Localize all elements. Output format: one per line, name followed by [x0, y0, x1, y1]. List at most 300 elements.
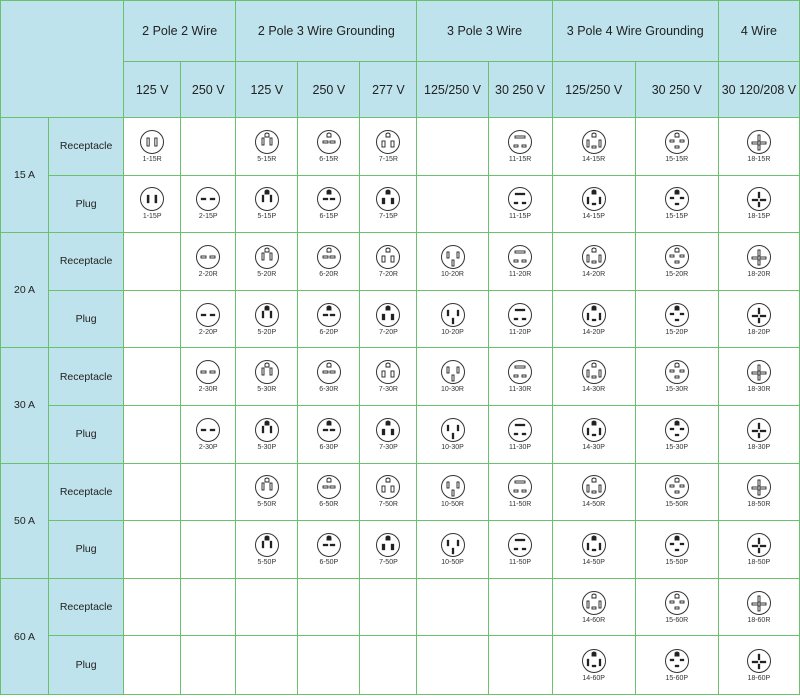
nema-connector-face-icon: [746, 532, 772, 558]
nema-connector-face-icon: [316, 244, 342, 270]
connector-code: 18-60R: [747, 616, 771, 624]
connector-code: 14-20R: [582, 270, 606, 278]
group-header-3p3w: 3 Pole 3 Wire: [417, 1, 552, 62]
connector: [489, 417, 552, 452]
nema-connector-face-icon: [746, 129, 772, 155]
voltage-header: 125/250 V: [417, 62, 488, 118]
connector: [719, 302, 799, 337]
nema-connector-face-icon: [507, 186, 533, 212]
connector-cell: [360, 233, 417, 291]
connector: [236, 532, 297, 567]
connector-cell: [360, 118, 417, 176]
receptacle-label-cell: Receptacle: [49, 578, 124, 636]
connector-code: 6-20P: [319, 328, 339, 336]
connector-code: 5-50R: [257, 501, 277, 509]
nema-connector-face-icon: [195, 417, 221, 443]
plug-row: [1, 521, 800, 579]
connector-cell: [124, 290, 181, 348]
connector: [636, 186, 718, 221]
connector-cell: [488, 118, 552, 176]
amp-rating-cell: 30 A: [1, 348, 49, 463]
connector-cell: [124, 233, 181, 291]
connector: [489, 359, 552, 394]
connector-code: 11-50R: [508, 501, 532, 509]
nema-connector-face-icon: [375, 474, 401, 500]
connector-cell: [124, 175, 181, 233]
connector: [719, 474, 799, 509]
connector-code: 11-20R: [508, 270, 532, 278]
connector: [553, 186, 635, 221]
connector: [298, 129, 359, 164]
nema-connector-face-icon: [195, 186, 221, 212]
nema-connector-face-icon: [581, 417, 607, 443]
connector: [636, 590, 718, 625]
connector: [181, 417, 235, 452]
connector: [636, 244, 718, 279]
connector-code: 2-30P: [198, 443, 218, 451]
nema-connector-face-icon: [664, 359, 690, 385]
nema-connector-face-icon: [375, 129, 401, 155]
connector-cell: [360, 521, 417, 579]
connector-cell: [181, 290, 236, 348]
connector-cell: [124, 636, 181, 695]
connector: [417, 244, 487, 279]
connector-code: 5-20R: [257, 270, 277, 278]
connector-cell: [718, 578, 799, 636]
plug-label-cell: Plug: [49, 521, 124, 579]
receptacle-row: [1, 118, 800, 176]
nema-connector-face-icon: [664, 417, 690, 443]
connector-cell: [635, 405, 718, 463]
group-header-2p3wg: 2 Pole 3 Wire Grounding: [236, 1, 417, 62]
connector-code: 6-15R: [319, 155, 339, 163]
connector-cell: [552, 405, 635, 463]
connector-code: 18-15R: [747, 155, 771, 163]
nema-connector-face-icon: [507, 359, 533, 385]
connector: [298, 417, 359, 452]
connector-cell: [417, 175, 488, 233]
receptacle-label-cell: Receptacle: [49, 348, 124, 406]
connector-cell: [298, 636, 360, 695]
connector-code: 7-30P: [379, 443, 398, 451]
connector: [236, 474, 297, 509]
connector: [636, 474, 718, 509]
connector-code: 15-60P: [665, 674, 689, 682]
connector-cell: [181, 233, 236, 291]
connector-cell: [236, 521, 298, 579]
connector: [124, 186, 180, 221]
connector-code: 10-20P: [441, 328, 464, 336]
connector-cell: [124, 118, 181, 176]
connector-cell: [635, 233, 718, 291]
connector-cell: [360, 636, 417, 695]
connector-cell: [635, 118, 718, 176]
connector-cell: [552, 348, 635, 406]
nema-connector-face-icon: [664, 129, 690, 155]
receptacle-label-cell: Receptacle: [49, 233, 124, 291]
connector-code: 11-30R: [508, 386, 532, 394]
connector-cell: [236, 175, 298, 233]
connector: [360, 302, 416, 337]
connector-cell: [488, 290, 552, 348]
connector-code: 2-20R: [198, 270, 218, 278]
connector-code: 18-30R: [747, 386, 771, 394]
connector-cell: [236, 463, 298, 521]
connector-code: 14-60R: [582, 616, 606, 624]
nema-connector-face-icon: [746, 186, 772, 212]
receptacle-row: [1, 233, 800, 291]
connector: [553, 648, 635, 683]
connector: [719, 532, 799, 567]
nema-connector-face-icon: [440, 417, 466, 443]
connector-code: 5-30P: [257, 443, 277, 451]
connector-code: 15-30P: [665, 443, 689, 451]
connector-cell: [181, 348, 236, 406]
connector: [719, 359, 799, 394]
connector-code: 6-15P: [319, 213, 339, 221]
connector: [360, 129, 416, 164]
connector-code: 11-20P: [509, 328, 532, 336]
connector: [553, 302, 635, 337]
group-header-4w: 4 Wire: [718, 1, 799, 62]
connector: [236, 302, 297, 337]
connector-cell: [718, 118, 799, 176]
connector: [417, 359, 487, 394]
connector: [553, 532, 635, 567]
connector-code: 11-15P: [509, 213, 532, 221]
connector-cell: [488, 521, 552, 579]
nema-connector-face-icon: [375, 359, 401, 385]
connector-cell: [360, 405, 417, 463]
connector: [236, 359, 297, 394]
connector-cell: [417, 233, 488, 291]
nema-connector-face-icon: [316, 186, 342, 212]
connector-cell: [298, 405, 360, 463]
nema-connector-face-icon: [746, 590, 772, 616]
connector-code: 14-50R: [582, 501, 606, 509]
connector: [236, 244, 297, 279]
connector-code: 18-20R: [747, 270, 771, 278]
nema-connector-face-icon: [254, 244, 280, 270]
nema-connector-face-icon: [507, 417, 533, 443]
connector-code: 15-20R: [665, 270, 689, 278]
nema-connector-face-icon: [195, 359, 221, 385]
nema-connector-face-icon: [254, 474, 280, 500]
connector: [719, 648, 799, 683]
connector-code: 2-30R: [198, 386, 218, 394]
plug-row: [1, 175, 800, 233]
voltage-header: 125 V: [124, 62, 181, 118]
connector-cell: [236, 636, 298, 695]
connector: [236, 186, 297, 221]
connector-cell: [417, 118, 488, 176]
connector-cell: [417, 521, 488, 579]
plug-label-cell: Plug: [49, 175, 124, 233]
connector: [360, 359, 416, 394]
nema-connector-face-icon: [664, 648, 690, 674]
connector-cell: [181, 578, 236, 636]
connector-cell: [417, 636, 488, 695]
connector: [298, 244, 359, 279]
connector-code: 18-50P: [747, 558, 771, 566]
nema-connector-face-icon: [746, 474, 772, 500]
connector: [298, 186, 359, 221]
nema-connector-face-icon: [746, 302, 772, 328]
connector-cell: [298, 290, 360, 348]
nema-connector-face-icon: [507, 474, 533, 500]
connector: [553, 244, 635, 279]
connector-code: 11-15R: [508, 155, 532, 163]
connector-cell: [360, 578, 417, 636]
connector-code: 18-60P: [747, 674, 771, 682]
connector: [719, 244, 799, 279]
connector-cell: [298, 348, 360, 406]
amp-rating-cell: 50 A: [1, 463, 49, 578]
plug-row: [1, 290, 800, 348]
connector-code: 7-30R: [378, 386, 398, 394]
nema-connector-face-icon: [581, 244, 607, 270]
connector-cell: [635, 348, 718, 406]
nema-connector-face-icon: [440, 302, 466, 328]
nema-connector-face-icon: [375, 417, 401, 443]
connector-code: 14-15P: [582, 213, 605, 221]
connector-code: 15-15R: [665, 155, 689, 163]
nema-connector-face-icon: [581, 186, 607, 212]
connector-cell: [298, 118, 360, 176]
connector-code: 6-50R: [319, 501, 339, 509]
group-header-3p4wg: 3 Pole 4 Wire Grounding: [552, 1, 718, 62]
connector: [298, 302, 359, 337]
connector: [636, 532, 718, 567]
connector: [636, 648, 718, 683]
connector-cell: [718, 233, 799, 291]
connector-code: 15-30R: [665, 386, 689, 394]
connector-cell: [718, 405, 799, 463]
connector-cell: [124, 405, 181, 463]
connector-code: 7-20P: [379, 328, 398, 336]
connector: [489, 532, 552, 567]
connector: [636, 417, 718, 452]
nema-connector-face-icon: [254, 417, 280, 443]
connector: [636, 129, 718, 164]
connector: [181, 359, 235, 394]
nema-connector-face-icon: [254, 302, 280, 328]
nema-connector-face-icon: [316, 417, 342, 443]
connector: [236, 129, 297, 164]
connector: [553, 129, 635, 164]
nema-connector-face-icon: [746, 244, 772, 270]
nema-connector-face-icon: [440, 244, 466, 270]
connector-cell: [718, 175, 799, 233]
plug-label-cell: Plug: [49, 290, 124, 348]
connector-cell: [552, 290, 635, 348]
nema-connector-face-icon: [581, 648, 607, 674]
connector-cell: [181, 521, 236, 579]
connector-code: 2-20P: [198, 328, 218, 336]
nema-connector-face-icon: [375, 532, 401, 558]
nema-connector-face-icon: [316, 129, 342, 155]
connector: [553, 590, 635, 625]
nema-connector-face-icon: [507, 129, 533, 155]
connector-cell: [488, 405, 552, 463]
voltage-header: 30 250 V: [488, 62, 552, 118]
connector: [489, 302, 552, 337]
nema-connector-face-icon: [254, 129, 280, 155]
receptacle-label-cell: Receptacle: [49, 118, 124, 176]
nema-connector-face-icon: [664, 302, 690, 328]
connector: [181, 244, 235, 279]
connector-code: 14-30P: [582, 443, 605, 451]
connector-code: 7-15R: [378, 155, 398, 163]
connector-cell: [635, 636, 718, 695]
connector: [489, 474, 552, 509]
voltage-header: 250 V: [181, 62, 236, 118]
connector-code: 7-50P: [379, 558, 398, 566]
connector-code: 10-20R: [441, 270, 464, 278]
connector: [417, 474, 487, 509]
connector-cell: [298, 578, 360, 636]
connector-code: 10-30R: [441, 386, 464, 394]
connector-cell: [552, 463, 635, 521]
chart-body: [1, 118, 800, 695]
connector-code: 18-20P: [747, 328, 771, 336]
connector: [360, 417, 416, 452]
connector-cell: [635, 463, 718, 521]
connector-cell: [635, 521, 718, 579]
connector-code: 14-50P: [582, 558, 605, 566]
connector-code: 5-50P: [257, 558, 277, 566]
connector: [636, 359, 718, 394]
connector: [298, 532, 359, 567]
connector-code: 10-30P: [441, 443, 464, 451]
connector-cell: [718, 463, 799, 521]
nema-connector-face-icon: [375, 244, 401, 270]
connector-code: 14-60P: [582, 674, 605, 682]
nema-connector-face-icon: [440, 359, 466, 385]
connector-cell: [552, 578, 635, 636]
connector: [553, 417, 635, 452]
plug-label-cell: Plug: [49, 405, 124, 463]
nema-connector-face-icon: [581, 302, 607, 328]
nema-connector-face-icon: [664, 474, 690, 500]
connector: [236, 417, 297, 452]
nema-connector-face-icon: [581, 129, 607, 155]
nema-connector-face-icon: [195, 244, 221, 270]
nema-connector-face-icon: [581, 590, 607, 616]
nema-connector-face-icon: [139, 129, 165, 155]
connector: [181, 302, 235, 337]
connector-cell: [298, 463, 360, 521]
connector-cell: [298, 521, 360, 579]
connector-cell: [635, 290, 718, 348]
receptacle-row: [1, 463, 800, 521]
connector-code: 6-30R: [319, 386, 339, 394]
connector-code: 5-15P: [257, 213, 277, 221]
amp-rating-cell: 20 A: [1, 233, 49, 348]
connector-code: 5-20P: [257, 328, 277, 336]
connector-code: 15-50R: [665, 501, 689, 509]
nema-connector-face-icon: [254, 186, 280, 212]
nema-connector-face-icon: [316, 532, 342, 558]
connector-code: 2-15P: [198, 213, 218, 221]
connector: [360, 186, 416, 221]
connector: [553, 359, 635, 394]
nema-connector-face-icon: [440, 474, 466, 500]
connector-code: 15-20P: [665, 328, 689, 336]
connector-cell: [360, 290, 417, 348]
connector: [124, 129, 180, 164]
connector-cell: [181, 405, 236, 463]
nema-connector-face-icon: [316, 474, 342, 500]
connector-code: 6-20R: [319, 270, 339, 278]
connector-cell: [488, 348, 552, 406]
connector-cell: [124, 521, 181, 579]
connector-cell: [236, 290, 298, 348]
connector-cell: [718, 290, 799, 348]
connector-cell: [417, 290, 488, 348]
connector-cell: [124, 578, 181, 636]
connector-code: 15-60R: [665, 616, 689, 624]
connector-cell: [488, 233, 552, 291]
connector-code: 7-15P: [379, 213, 398, 221]
voltage-header: 277 V: [360, 62, 417, 118]
connector-code: 18-15P: [747, 213, 771, 221]
receptacle-label-cell: Receptacle: [49, 463, 124, 521]
connector-cell: [635, 175, 718, 233]
nema-connector-face-icon: [507, 244, 533, 270]
connector: [360, 532, 416, 567]
connector-cell: [488, 175, 552, 233]
connector-code: 5-15R: [257, 155, 277, 163]
connector-cell: [718, 348, 799, 406]
connector-cell: [417, 578, 488, 636]
nema-connector-face-icon: [195, 302, 221, 328]
connector-code: 18-50R: [747, 501, 771, 509]
nema-connector-face-icon: [375, 302, 401, 328]
connector-cell: [181, 636, 236, 695]
connector-cell: [236, 233, 298, 291]
plug-label-cell: Plug: [49, 636, 124, 695]
nema-connector-face-icon: [664, 590, 690, 616]
connector-cell: [236, 578, 298, 636]
connector: [553, 474, 635, 509]
nema-connector-face-icon: [664, 244, 690, 270]
nema-connector-face-icon: [664, 186, 690, 212]
connector-cell: [417, 463, 488, 521]
connector: [719, 417, 799, 452]
connector-cell: [718, 636, 799, 695]
connector-code: 15-50P: [665, 558, 689, 566]
connector: [719, 129, 799, 164]
voltage-header: 250 V: [298, 62, 360, 118]
connector-code: 1-15P: [142, 213, 162, 221]
connector-code: 11-50P: [509, 558, 532, 566]
connector-cell: [181, 463, 236, 521]
nema-connector-face-icon: [746, 359, 772, 385]
connector: [489, 244, 552, 279]
nema-connector-face-icon: [254, 532, 280, 558]
connector-cell: [635, 578, 718, 636]
connector: [360, 474, 416, 509]
voltage-header: 125 V: [236, 62, 298, 118]
connector-code: 5-30R: [257, 386, 277, 394]
connector-cell: [236, 348, 298, 406]
connector-cell: [552, 521, 635, 579]
connector-cell: [298, 175, 360, 233]
connector-cell: [236, 405, 298, 463]
connector-code: 10-50R: [441, 501, 464, 509]
connector: [417, 417, 487, 452]
